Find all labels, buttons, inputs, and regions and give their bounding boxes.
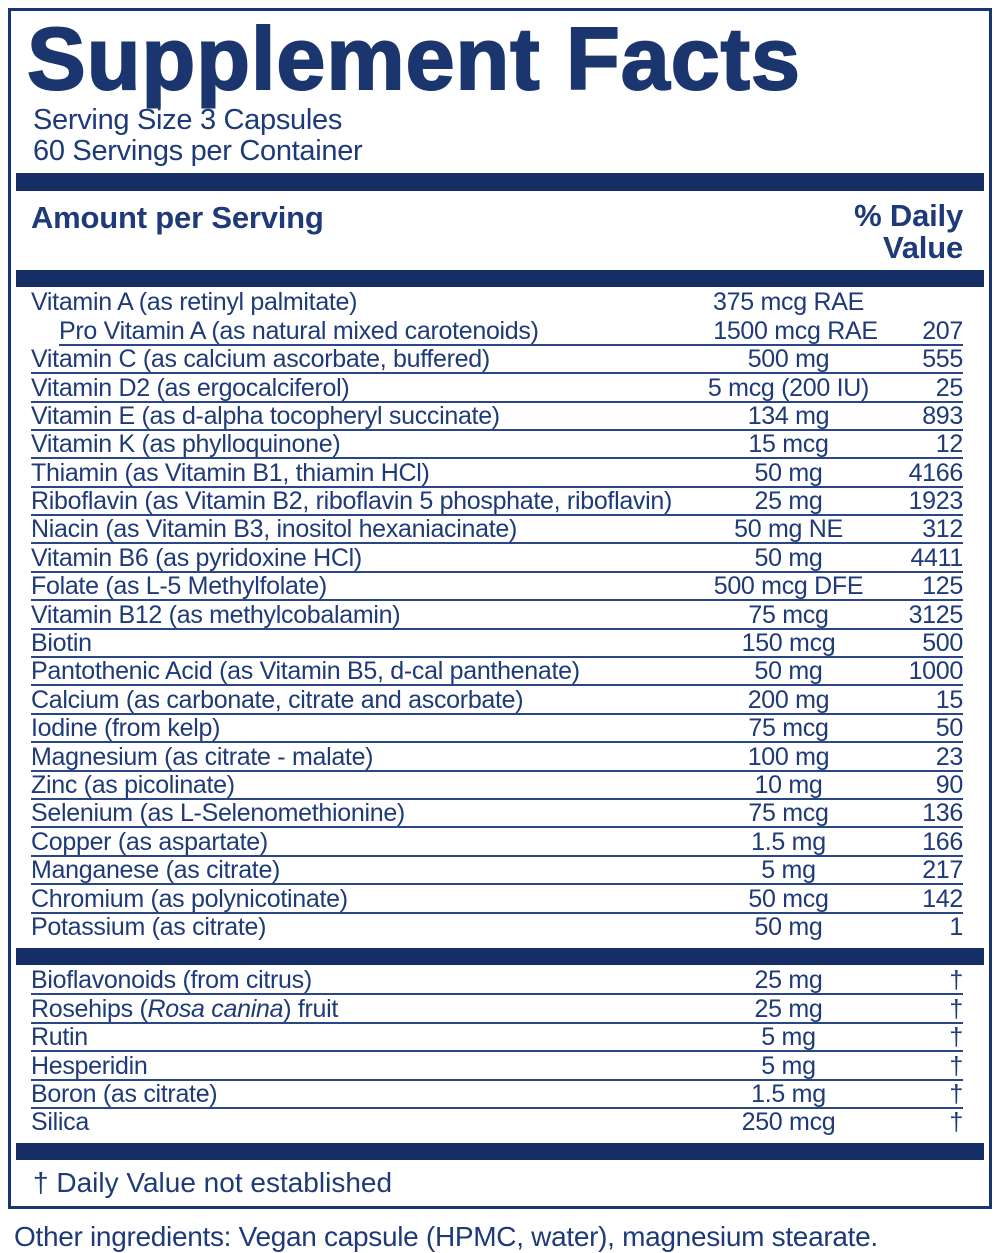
percent-daily-value-header	[854, 197, 963, 265]
nutrient-amount: 50 mcg	[748, 884, 829, 913]
percent-daily-value-line2: Value	[883, 229, 963, 265]
nutrient-amount: 25 mg	[754, 487, 823, 516]
supplement-facts-panel	[8, 8, 992, 1209]
table-row	[31, 658, 963, 686]
table-row	[31, 374, 963, 402]
table-row	[31, 459, 963, 487]
table-row	[31, 800, 963, 828]
table-row	[31, 601, 963, 629]
nutrient-daily-value: 207	[922, 316, 963, 345]
nutrient-name: Magnesium (as citrate - malate)	[31, 742, 374, 771]
nutrient-name: Calcium (as carbonate, citrate and ascorbate)	[31, 685, 524, 714]
nutrient-daily-value: 166	[922, 827, 963, 856]
nutrient-amount: 375 mcg RAE	[713, 288, 864, 317]
nutrient-name: Vitamin C (as calcium ascorbate, buffered)	[31, 345, 490, 374]
table-header	[31, 197, 963, 265]
nutrient-name: Iodine (from kelp)	[31, 714, 221, 743]
table-row	[31, 715, 963, 743]
nutrient-daily-value: 555	[922, 345, 963, 374]
nutrient-amount: 5 mg	[761, 1051, 816, 1080]
table-row	[31, 1024, 963, 1052]
table-row	[31, 743, 963, 771]
nutrient-name: Zinc (as picolinate)	[31, 770, 235, 799]
nutrient-name: Vitamin E (as d-alpha tocopheryl succinate)	[31, 401, 500, 430]
table-row	[31, 828, 963, 856]
nutrient-name: Niacin (as Vitamin B3, inositol hexaniacinate)	[31, 515, 517, 544]
nutrient-name: Potassium (as citrate)	[31, 912, 267, 941]
table-row	[31, 1109, 963, 1137]
nutrient-amount: 50 mg NE	[734, 515, 843, 544]
table-row	[31, 516, 963, 544]
nutrient-daily-value: 25	[935, 373, 963, 402]
serving-size: Serving Size 3 Capsules	[33, 103, 343, 136]
serving-info	[33, 105, 989, 167]
other-ingredients: Other ingredients: Vegan capsule (HPMC, water), magnesium stearate.	[14, 1221, 878, 1253]
nutrient-daily-value: †	[949, 966, 963, 995]
section-divider-bar	[16, 270, 984, 287]
section-divider-bar	[16, 173, 984, 191]
nutrient-daily-value: 125	[922, 572, 963, 601]
nutrient-name: Thiamin (as Vitamin B1, thiamin HCl)	[31, 458, 430, 487]
nutrient-name: Silica	[31, 1108, 89, 1137]
percent-daily-value-line1: % Daily	[854, 197, 963, 233]
table-row	[31, 686, 963, 714]
table-row	[31, 346, 963, 374]
table-row	[31, 488, 963, 516]
nutrient-amount: 250 mcg	[741, 1108, 836, 1137]
table-row	[31, 630, 963, 658]
nutrient-name: Copper (as aspartate)	[31, 827, 268, 856]
nutrient-amount: 500 mcg DFE	[713, 572, 864, 601]
nutrient-daily-value: 893	[922, 401, 963, 430]
nutrient-name: Selenium (as L-Selenomethionine)	[31, 799, 405, 828]
table-row	[31, 544, 963, 572]
nutrient-amount: 1500 mcg RAE	[713, 316, 878, 345]
nutrient-daily-value: 23	[935, 742, 963, 771]
nutrient-daily-value: †	[949, 1079, 963, 1108]
nutrient-amount: 50 mg	[754, 657, 823, 686]
nutrient-amount: 134 mg	[747, 401, 830, 430]
vitamin-mineral-rows	[31, 289, 963, 942]
nutrient-name: Pro Vitamin A (as natural mixed carotenoids)	[59, 316, 539, 345]
table-row	[31, 1081, 963, 1109]
nutrient-name: Boron (as citrate)	[31, 1079, 218, 1108]
nutrient-daily-value: †	[949, 1023, 963, 1052]
table-row	[31, 403, 963, 431]
nutrient-daily-value: 1	[949, 912, 963, 941]
nutrient-amount: 25 mg	[754, 994, 823, 1023]
nutrient-amount: 500 mg	[747, 345, 830, 374]
nutrient-amount: 150 mcg	[741, 629, 836, 658]
nutrient-name: Biotin	[31, 629, 92, 658]
nutrient-daily-value: 500	[922, 629, 963, 658]
nutrient-daily-value: 3125	[908, 600, 963, 629]
nutrient-daily-value: 50	[935, 714, 963, 743]
nutrient-daily-value: 4411	[910, 543, 963, 572]
panel-title: Supplement Facts	[27, 9, 801, 108]
nutrient-amount: 75 mcg	[748, 714, 829, 743]
nutrient-name: Rutin	[31, 1023, 88, 1052]
table-row	[31, 914, 963, 942]
table-row	[31, 289, 963, 317]
nutrient-daily-value: †	[949, 1108, 963, 1137]
nutrient-amount: 10 mg	[754, 770, 823, 799]
table-row	[31, 857, 963, 885]
daily-value-footnote: † Daily Value not established	[33, 1167, 393, 1199]
nutrient-name: Vitamin A (as retinyl palmitate)	[31, 288, 358, 317]
table-row	[31, 967, 963, 995]
table-row	[31, 995, 963, 1023]
nutrient-amount: 200 mg	[747, 685, 830, 714]
nutrient-amount: 75 mcg	[748, 799, 829, 828]
nutrient-amount: 75 mcg	[748, 600, 829, 629]
nutrient-name: Vitamin K (as phylloquinone)	[31, 430, 341, 459]
nutrient-daily-value: 136	[922, 799, 963, 828]
nutrient-daily-value: †	[949, 994, 963, 1023]
nutrient-daily-value: 312	[922, 515, 963, 544]
nutrient-amount: 25 mg	[754, 966, 823, 995]
nutrient-amount: 5 mg	[761, 1023, 816, 1052]
nutrient-name: Folate (as L-5 Methylfolate)	[31, 572, 327, 601]
nutrient-amount: 15 mcg	[748, 430, 829, 459]
nutrient-name: Bioflavonoids (from citrus)	[31, 966, 312, 995]
nutrient-name: Vitamin D2 (as ergocalciferol)	[31, 373, 350, 402]
nutrient-name: Rosehips (Rosa canina) fruit	[31, 994, 339, 1023]
table-row	[31, 573, 963, 601]
botanical-rows	[31, 967, 963, 1137]
nutrient-name: Manganese (as citrate)	[31, 856, 281, 885]
nutrient-name: Vitamin B6 (as pyridoxine HCl)	[31, 543, 362, 572]
nutrient-name: Pantothenic Acid (as Vitamin B5, d-cal panthenate)	[31, 657, 580, 686]
nutrient-amount: 50 mg	[754, 458, 823, 487]
nutrient-amount: 1.5 mg	[751, 1079, 826, 1108]
nutrient-name: Chromium (as polynicotinate)	[31, 884, 348, 913]
amount-per-serving-header: Amount per Serving	[31, 199, 324, 235]
nutrient-amount: 50 mg	[754, 543, 823, 572]
table-row	[59, 317, 963, 345]
table-row	[31, 431, 963, 459]
nutrient-daily-value: 217	[922, 856, 963, 885]
nutrient-name: Vitamin B12 (as methylcobalamin)	[31, 600, 401, 629]
nutrient-amount: 5 mcg (200 IU)	[707, 373, 870, 402]
table-row	[31, 885, 963, 913]
nutrient-daily-value: 4166	[908, 458, 963, 487]
nutrient-amount: 5 mg	[761, 856, 816, 885]
nutrient-amount: 100 mg	[747, 742, 830, 771]
nutrient-name: Hesperidin	[31, 1051, 148, 1080]
nutrient-amount: 1.5 mg	[751, 827, 826, 856]
nutrient-daily-value: 142	[922, 884, 963, 913]
nutrient-daily-value: 1000	[908, 657, 963, 686]
nutrient-daily-value: †	[949, 1051, 963, 1080]
nutrient-daily-value: 90	[935, 770, 963, 799]
servings-per-container: 60 Servings per Container	[33, 134, 363, 167]
nutrient-daily-value: 15	[935, 685, 963, 714]
nutrient-daily-value: 12	[935, 430, 963, 459]
section-divider-bar	[16, 1143, 984, 1160]
nutrient-amount: 50 mg	[754, 912, 823, 941]
nutrient-name: Riboflavin (as Vitamin B2, riboflavin 5 phosphate, riboflavin)	[31, 487, 673, 516]
table-row	[31, 772, 963, 800]
nutrient-daily-value: 1923	[908, 487, 963, 516]
section-divider-bar	[16, 948, 984, 965]
table-row	[31, 1052, 963, 1080]
